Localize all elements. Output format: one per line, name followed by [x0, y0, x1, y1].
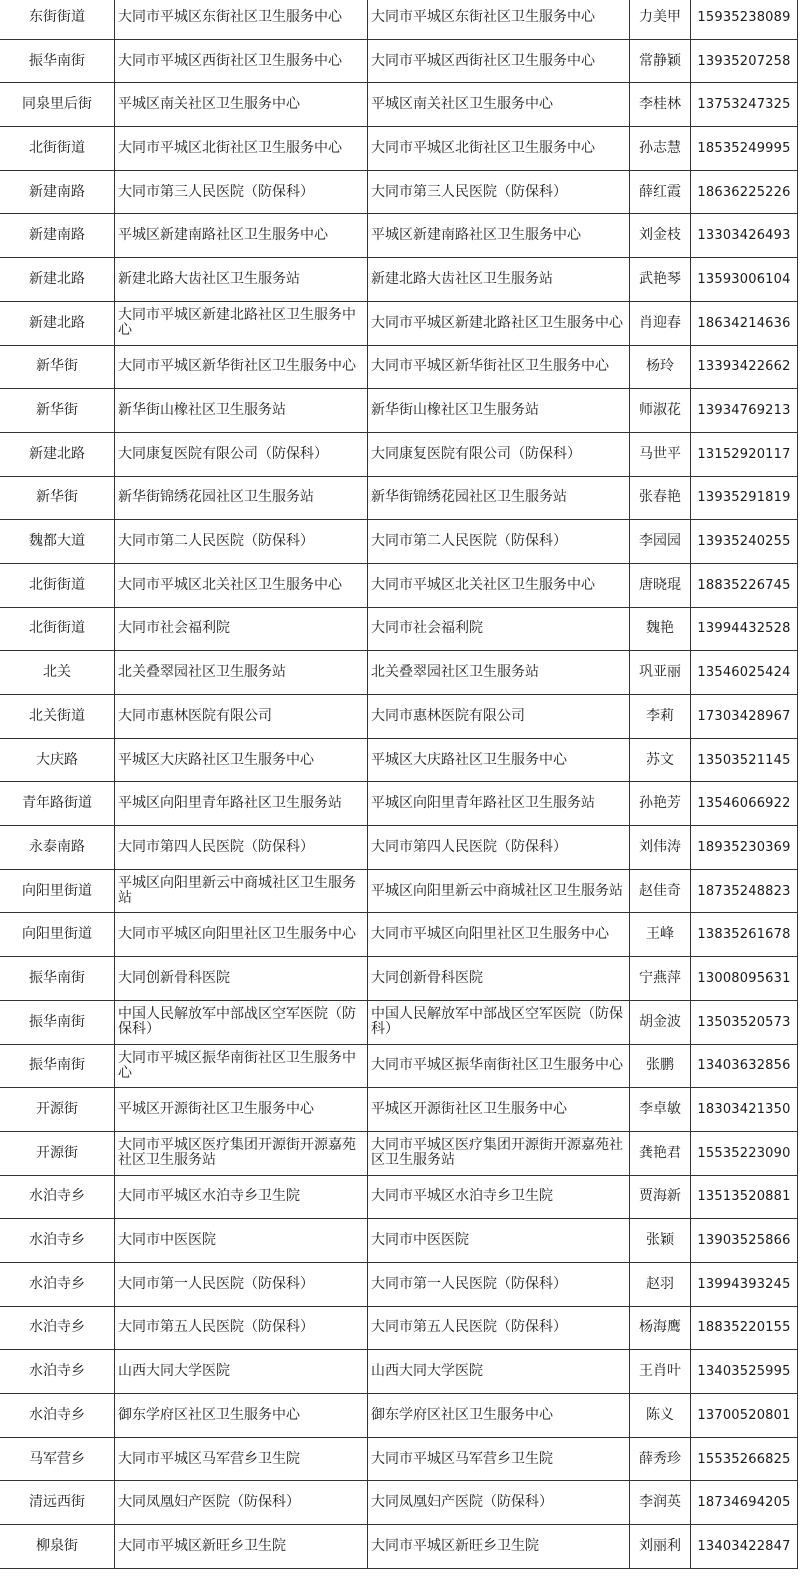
contact-name-cell: 杨玲	[630, 345, 691, 389]
street-cell: 北街街道	[0, 563, 115, 607]
street-cell: 魏都大道	[0, 520, 115, 564]
phone-cell: 18835226745	[691, 563, 798, 607]
site-cell: 山西大同大学医院	[368, 1350, 630, 1394]
contact-name-cell: 刘金枝	[630, 214, 691, 258]
street-cell: 柳泉街	[0, 1525, 115, 1569]
phone-cell: 13994393245	[691, 1262, 798, 1306]
phone-cell: 13403422847	[691, 1525, 798, 1569]
unit-cell: 中国人民解放军中部战区空军医院（防保科）	[115, 1000, 368, 1044]
street-cell: 振华南街	[0, 957, 115, 1001]
site-cell: 中国人民解放军中部战区空军医院（防保科）	[368, 1000, 630, 1044]
phone-cell: 18734694205	[691, 1481, 798, 1525]
site-cell: 平城区大庆路社区卫生服务中心	[368, 738, 630, 782]
street-cell: 振华南街	[0, 1000, 115, 1044]
site-cell: 大同市平城区东街社区卫生服务中心	[368, 0, 630, 39]
phone-cell: 13393422662	[691, 345, 798, 389]
contact-name-cell: 力美甲	[630, 0, 691, 39]
unit-cell: 大同康复医院有限公司（防保科）	[115, 432, 368, 476]
phone-cell: 17303428967	[691, 695, 798, 739]
street-cell: 新华街	[0, 476, 115, 520]
table-row	[0, 563, 798, 607]
street-cell: 新华街	[0, 345, 115, 389]
phone-cell: 18636225226	[691, 170, 798, 214]
phone-cell: 15535266825	[691, 1437, 798, 1481]
site-cell: 新建北路大齿社区卫生服务站	[368, 258, 630, 302]
site-cell: 大同市平城区北街社区卫生服务中心	[368, 127, 630, 171]
unit-cell: 大同市平城区水泊寺乡卫生院	[115, 1175, 368, 1219]
contact-name-cell: 宁燕萍	[630, 957, 691, 1001]
contact-name-cell: 李卓敏	[630, 1088, 691, 1132]
unit-cell: 大同市社会福利院	[115, 607, 368, 651]
table-row	[0, 258, 798, 302]
unit-cell: 大同市第四人民医院（防保科）	[115, 826, 368, 870]
contact-name-cell: 孙艳芳	[630, 782, 691, 826]
unit-cell: 山西大同大学医院	[115, 1350, 368, 1394]
street-cell: 水泊寺乡	[0, 1262, 115, 1306]
phone-cell: 13503521145	[691, 738, 798, 782]
table-row	[0, 913, 798, 957]
table-row	[0, 1350, 798, 1394]
site-cell: 大同市平城区医疗集团开源街开源嘉苑社区卫生服务站	[368, 1131, 630, 1175]
table-row	[0, 1262, 798, 1306]
site-cell: 平城区南关社区卫生服务中心	[368, 83, 630, 127]
site-cell: 大同市第五人民医院（防保科）	[368, 1306, 630, 1350]
phone-cell: 13935291819	[691, 476, 798, 520]
street-cell: 开源街	[0, 1088, 115, 1132]
phone-cell: 13935240255	[691, 520, 798, 564]
site-cell: 大同市惠林医院有限公司	[368, 695, 630, 739]
table-row	[0, 1525, 798, 1569]
street-cell: 向阳里街道	[0, 913, 115, 957]
street-cell: 开源街	[0, 1131, 115, 1175]
table-row	[0, 1175, 798, 1219]
street-cell: 北关街道	[0, 695, 115, 739]
street-cell: 青年路街道	[0, 782, 115, 826]
table-row	[0, 1306, 798, 1350]
unit-cell: 大同市惠林医院有限公司	[115, 695, 368, 739]
contact-name-cell: 贾海新	[630, 1175, 691, 1219]
table-row	[0, 0, 798, 39]
phone-cell: 13835261678	[691, 913, 798, 957]
table-row	[0, 695, 798, 739]
unit-cell: 平城区向阳里青年路社区卫生服务站	[115, 782, 368, 826]
street-cell: 大庆路	[0, 738, 115, 782]
site-cell: 大同市平城区向阳里社区卫生服务中心	[368, 913, 630, 957]
site-cell: 大同凤凰妇产医院（防保科）	[368, 1481, 630, 1525]
unit-cell: 大同市平城区马军营乡卫生院	[115, 1437, 368, 1481]
unit-cell: 御东学府区社区卫生服务中心	[115, 1394, 368, 1438]
contact-name-cell: 肖迎春	[630, 301, 691, 345]
street-cell: 同泉里后街	[0, 83, 115, 127]
phone-cell: 18634214636	[691, 301, 798, 345]
table-row	[0, 1000, 798, 1044]
contact-name-cell: 刘丽利	[630, 1525, 691, 1569]
table-row	[0, 127, 798, 171]
table-row	[0, 520, 798, 564]
contact-name-cell: 赵佳奇	[630, 869, 691, 913]
contact-name-cell: 胡金波	[630, 1000, 691, 1044]
phone-cell: 18735248823	[691, 869, 798, 913]
street-cell: 马军营乡	[0, 1437, 115, 1481]
phone-cell: 13700520801	[691, 1394, 798, 1438]
street-cell: 水泊寺乡	[0, 1175, 115, 1219]
table-row	[0, 39, 798, 83]
site-cell: 御东学府区社区卫生服务中心	[368, 1394, 630, 1438]
unit-cell: 大同市平城区西街社区卫生服务中心	[115, 39, 368, 83]
contact-name-cell: 王肖叶	[630, 1350, 691, 1394]
phone-cell: 13935207258	[691, 39, 798, 83]
table-row	[0, 170, 798, 214]
street-cell: 新建南路	[0, 214, 115, 258]
street-cell: 新建北路	[0, 301, 115, 345]
site-cell: 大同市第三人民医院（防保科）	[368, 170, 630, 214]
unit-cell: 大同市第五人民医院（防保科）	[115, 1306, 368, 1350]
street-cell: 水泊寺乡	[0, 1306, 115, 1350]
street-cell: 水泊寺乡	[0, 1350, 115, 1394]
contact-name-cell: 王峰	[630, 913, 691, 957]
site-cell: 大同市平城区马军营乡卫生院	[368, 1437, 630, 1481]
table-row	[0, 869, 798, 913]
contact-name-cell: 薛红霞	[630, 170, 691, 214]
contact-name-cell: 师淑花	[630, 389, 691, 433]
contact-name-cell: 李桂林	[630, 83, 691, 127]
site-cell: 新华街锦绣花园社区卫生服务站	[368, 476, 630, 520]
unit-cell: 大同市第二人民医院（防保科）	[115, 520, 368, 564]
phone-cell: 18535249995	[691, 127, 798, 171]
contact-name-cell: 李园园	[630, 520, 691, 564]
unit-cell: 大同市第三人民医院（防保科）	[115, 170, 368, 214]
contact-name-cell: 张颖	[630, 1219, 691, 1263]
unit-cell: 平城区开源街社区卫生服务中心	[115, 1088, 368, 1132]
phone-cell: 13008095631	[691, 957, 798, 1001]
unit-cell: 新华街山橡社区卫生服务站	[115, 389, 368, 433]
unit-cell: 北关叠翠园社区卫生服务站	[115, 651, 368, 695]
phone-cell: 13403525995	[691, 1350, 798, 1394]
site-cell: 大同市第二人民医院（防保科）	[368, 520, 630, 564]
table-row	[0, 389, 798, 433]
unit-cell: 大同市平城区新华街社区卫生服务中心	[115, 345, 368, 389]
unit-cell: 平城区大庆路社区卫生服务中心	[115, 738, 368, 782]
table-row	[0, 738, 798, 782]
contact-name-cell: 武艳琴	[630, 258, 691, 302]
site-cell: 北关叠翠园社区卫生服务站	[368, 651, 630, 695]
street-cell: 水泊寺乡	[0, 1394, 115, 1438]
street-cell: 新建南路	[0, 170, 115, 214]
contact-name-cell: 李润英	[630, 1481, 691, 1525]
street-cell: 水泊寺乡	[0, 1219, 115, 1263]
street-cell: 新建北路	[0, 258, 115, 302]
unit-cell: 新建北路大齿社区卫生服务站	[115, 258, 368, 302]
phone-cell: 13903525866	[691, 1219, 798, 1263]
street-cell: 向阳里街道	[0, 869, 115, 913]
unit-cell: 大同创新骨科医院	[115, 957, 368, 1001]
contact-name-cell: 马世平	[630, 432, 691, 476]
table-row	[0, 782, 798, 826]
table-row	[0, 957, 798, 1001]
table-row	[0, 1088, 798, 1132]
contact-name-cell: 孙志慧	[630, 127, 691, 171]
site-cell: 大同市社会福利院	[368, 607, 630, 651]
table-row	[0, 345, 798, 389]
site-cell: 平城区向阳里青年路社区卫生服务站	[368, 782, 630, 826]
unit-cell: 大同市平城区北关社区卫生服务中心	[115, 563, 368, 607]
site-cell: 大同市第四人民医院（防保科）	[368, 826, 630, 870]
street-cell: 北关	[0, 651, 115, 695]
contact-name-cell: 陈义	[630, 1394, 691, 1438]
site-cell: 大同市第一人民医院（防保科）	[368, 1262, 630, 1306]
site-cell: 大同市平城区水泊寺乡卫生院	[368, 1175, 630, 1219]
contact-name-cell: 李莉	[630, 695, 691, 739]
site-cell: 平城区开源街社区卫生服务中心	[368, 1088, 630, 1132]
street-cell: 永泰南路	[0, 826, 115, 870]
table-row	[0, 1437, 798, 1481]
phone-cell: 13546066922	[691, 782, 798, 826]
contact-name-cell: 巩亚丽	[630, 651, 691, 695]
unit-cell: 大同市平城区向阳里社区卫生服务中心	[115, 913, 368, 957]
table-row	[0, 476, 798, 520]
contact-name-cell: 苏文	[630, 738, 691, 782]
phone-cell: 13753247325	[691, 83, 798, 127]
unit-cell: 大同市平城区新建北路社区卫生服务中心	[115, 301, 368, 345]
phone-cell: 13513520881	[691, 1175, 798, 1219]
site-cell: 大同市中医医院	[368, 1219, 630, 1263]
street-cell: 振华南街	[0, 1044, 115, 1088]
unit-cell: 大同市第一人民医院（防保科）	[115, 1262, 368, 1306]
site-cell: 大同市平城区新旺乡卫生院	[368, 1525, 630, 1569]
contact-name-cell: 赵羽	[630, 1262, 691, 1306]
phone-cell: 18935230369	[691, 826, 798, 870]
table-row	[0, 1044, 798, 1088]
table-row	[0, 1219, 798, 1263]
street-cell: 新建北路	[0, 432, 115, 476]
site-cell: 大同康复医院有限公司（防保科）	[368, 432, 630, 476]
table-row	[0, 607, 798, 651]
phone-cell: 18835220155	[691, 1306, 798, 1350]
unit-cell: 大同市中医医院	[115, 1219, 368, 1263]
phone-cell: 13152920117	[691, 432, 798, 476]
contact-name-cell: 杨海鹰	[630, 1306, 691, 1350]
phone-cell: 13303426493	[691, 214, 798, 258]
unit-cell: 平城区向阳里新云中商城社区卫生服务站	[115, 869, 368, 913]
table-row	[0, 1131, 798, 1175]
site-cell: 大同市平城区新华街社区卫生服务中心	[368, 345, 630, 389]
contact-name-cell: 龚艳君	[630, 1131, 691, 1175]
unit-cell: 平城区新建南路社区卫生服务中心	[115, 214, 368, 258]
unit-cell: 大同市平城区医疗集团开源街开源嘉苑社区卫生服务站	[115, 1131, 368, 1175]
site-cell: 平城区向阳里新云中商城社区卫生服务站	[368, 869, 630, 913]
street-cell: 北街街道	[0, 607, 115, 651]
site-cell: 大同创新骨科医院	[368, 957, 630, 1001]
street-cell: 振华南街	[0, 39, 115, 83]
contact-name-cell: 薛秀珍	[630, 1437, 691, 1481]
contact-name-cell: 张鹏	[630, 1044, 691, 1088]
street-cell: 新华街	[0, 389, 115, 433]
site-cell: 平城区新建南路社区卫生服务中心	[368, 214, 630, 258]
site-cell: 新华街山橡社区卫生服务站	[368, 389, 630, 433]
phone-cell: 13403632856	[691, 1044, 798, 1088]
contact-name-cell: 刘伟涛	[630, 826, 691, 870]
phone-cell: 13994432528	[691, 607, 798, 651]
street-cell: 清远西街	[0, 1481, 115, 1525]
unit-cell: 大同凤凰妇产医院（防保科）	[115, 1481, 368, 1525]
phone-cell: 15935238089	[691, 0, 798, 39]
unit-cell: 大同市平城区东街社区卫生服务中心	[115, 0, 368, 39]
table-row	[0, 214, 798, 258]
site-cell: 大同市平城区西街社区卫生服务中心	[368, 39, 630, 83]
table-row	[0, 651, 798, 695]
site-cell: 大同市平城区北关社区卫生服务中心	[368, 563, 630, 607]
phone-cell: 13593006104	[691, 258, 798, 302]
phone-cell: 15535223090	[691, 1131, 798, 1175]
site-cell: 大同市平城区振华南街社区卫生服务中心	[368, 1044, 630, 1088]
site-cell: 大同市平城区新建北路社区卫生服务中心	[368, 301, 630, 345]
street-cell: 东街街道	[0, 0, 115, 39]
table-row	[0, 826, 798, 870]
contact-name-cell: 张春艳	[630, 476, 691, 520]
unit-cell: 新华街锦绣花园社区卫生服务站	[115, 476, 368, 520]
table-row	[0, 83, 798, 127]
table-row	[0, 301, 798, 345]
contact-name-cell: 魏艳	[630, 607, 691, 651]
unit-cell: 大同市平城区振华南街社区卫生服务中心	[115, 1044, 368, 1088]
contact-name-cell: 唐晓琨	[630, 563, 691, 607]
unit-cell: 大同市平城区北街社区卫生服务中心	[115, 127, 368, 171]
phone-cell: 13503520573	[691, 1000, 798, 1044]
table-row	[0, 1481, 798, 1525]
unit-cell: 大同市平城区新旺乡卫生院	[115, 1525, 368, 1569]
phone-cell: 13546025424	[691, 651, 798, 695]
table-row	[0, 1394, 798, 1438]
phone-cell: 13934769213	[691, 389, 798, 433]
unit-cell: 平城区南关社区卫生服务中心	[115, 83, 368, 127]
table-row	[0, 432, 798, 476]
street-cell: 北街街道	[0, 127, 115, 171]
contact-name-cell: 常静颖	[630, 39, 691, 83]
phone-cell: 18303421350	[691, 1088, 798, 1132]
